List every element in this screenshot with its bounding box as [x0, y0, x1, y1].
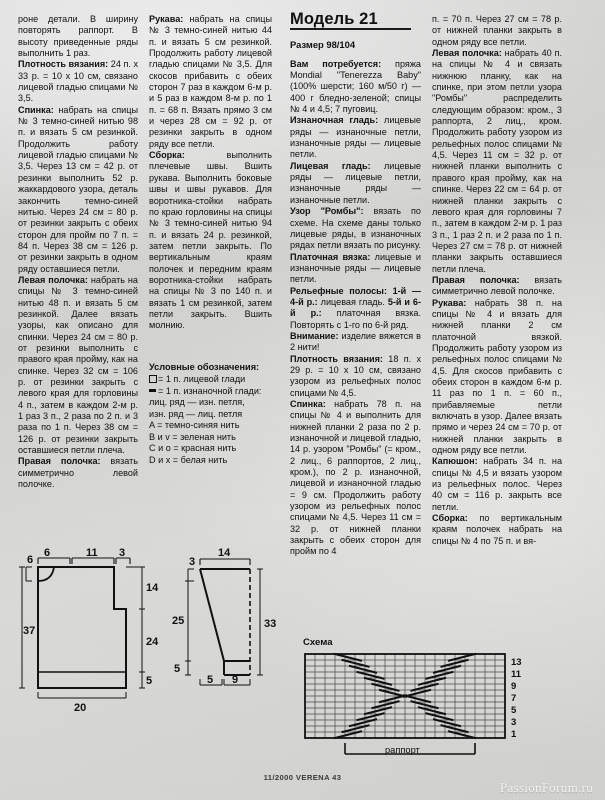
body-bottom-label-20: 20 [74, 702, 87, 714]
col3-purl-block [290, 115, 421, 160]
column-1 [18, 14, 138, 490]
legend-block [149, 362, 272, 467]
col3-purl-text: лицевые ряды — изнаночные петли, изнаночные ряды — лицевые петли. [290, 115, 421, 160]
col4-hood-text: набрать 34 п. на спицы № 4,5 и вязать узором из рельефных полос. Через 40 см = 116 р. закрыть все петли. [432, 456, 562, 512]
col1-right-front-heading: Правая полочка: [18, 456, 101, 467]
col3-attention-text: изделие вяжется в 2 нити! [290, 330, 421, 353]
col2-assembly-block [149, 150, 272, 332]
schema-row-label: 11 [511, 669, 522, 680]
col4-assembly-text: по вертикальным краям полочек набрать на спицы № 4 по 75 п. и вя- [432, 513, 562, 546]
col3-rhombus-block [290, 206, 421, 251]
col3-back-heading: Спинка: [290, 399, 326, 409]
col4-sleeves-text: набрать 38 п. на спицы № 4 и вязать для нижней планки 2 см платочной вязкой. Продолжить работу узором из рельефных полос спицами № 4,5. Для скосов прибавить с обеих сторон в каждом 6-м р. 11 раз по 1 п. = 60 п., прибавляемые петли включать в узор. Далее вязать прямо и через 24 см = 70 р. от нижней планки закрыть в одном ряду все петли. [432, 297, 562, 456]
col4-left-front-text: набрать 40 п. на спицы № 4 и связать нижнюю планку, как на спинке, при этом петли узора "Ромбы" распределить следующим образом: кром., 3 раппорта, 2 лиц., кром. Продолжить работу узором из рельефных полос спицами № 4,5. Через 11 см = 32 р. от нижней планки выполнить с правого края пройму, как на спинке. Через 22 см = 64 р. от нижней планки закрыть с левого края для горловины 7 п., затем в каждом 2-м р. 1 раз 3 п., 1 раз 2 п. и 2 раза по 1 п. Через 27 см = 78 р. от нижней планки закрыть оставшиеся петли плеча. [432, 48, 562, 274]
legend-title: Условные обозначения: [149, 361, 260, 372]
legend-row-knit [149, 374, 272, 386]
col4-paragraph-1: п. = 70 п. Через 27 см = 78 р. от нижней планки закрыть в одном ряду все петли. [432, 14, 562, 47]
page-footer: 11/2000 VERENA 43 [263, 773, 342, 782]
sleeve-left-label-3: 3 [189, 556, 196, 568]
col4-hood-heading: Капюшон: [432, 456, 478, 467]
col1-density-text: 24 п. х 33 р. = 10 х 10 см, связано лицевой гладью спицами № 3,5. [18, 59, 138, 104]
schema-chart [303, 637, 593, 762]
col3-back-text: набрать 78 п. на спицы № 4 и выполнить для нижней планки 2 раза по 2 р. изнаночной и лицевой гладью, 14 р. узором "Ромбы" (= кром., 2 лиц., 6 раппортов, 2 лиц., кром.), по 2 р. изнаночной, лицевой и изнаночной гладью = 9 см. Продолжить работу узором из рельефных полос спицами № 4,5. Через 11 см = 32 р. от нижней планки закрыть с обеих сторон для пройм по 4 [290, 399, 421, 557]
legend-purl-text: = 1 п. изнаночной глади: [158, 385, 262, 396]
sleeve-top-label-14: 14 [218, 548, 231, 559]
col3-relief-block [290, 286, 421, 331]
dash-icon [149, 389, 156, 391]
col3-purl-heading: Изнаночная гладь: [290, 115, 379, 126]
column-4 [432, 14, 562, 547]
col1-paragraph-1: роне детали. В ширину повторять раппорт. В высоту приведенные ряды выполнить 1 раз. [18, 14, 138, 59]
col3-rhombus-heading: Узор "Ромбы": [290, 206, 364, 217]
schema-row-label: 9 [511, 681, 517, 692]
col3-density-heading: Плотность вязания: [290, 353, 383, 364]
legend-row-a: A = темно-синяя нить [149, 420, 240, 431]
col1-back-heading: Спинка: [18, 104, 54, 115]
col1-right-front-text: вязать симметрично левой полочке. [18, 456, 138, 490]
col3-garter-text: лицевые и изнаночные ряды — лицевые петли. [290, 251, 421, 285]
sleeve-left-label-5: 5 [174, 663, 181, 675]
legend-row-purl [149, 386, 272, 398]
legend-row-b: B и v = зеленая нить [149, 431, 236, 442]
page-title: Модель 21 [290, 14, 411, 30]
col3-materials-text: пряжа Mondial "Tenerezza Baby" (100% шерсти; 160 м/50 г) — 400 г бледно-зеленой; спицы № 4 и 4,5; 7 пуговиц. [290, 58, 421, 115]
sleeve-right-label-33: 33 [264, 618, 277, 630]
col4-left-front-heading: Левая полочка: [432, 48, 502, 59]
col1-back-block [18, 105, 138, 275]
col4-hood-block [432, 456, 562, 513]
col3-materials-block [290, 59, 421, 116]
col4-right-front-heading: Правая полочка: [432, 274, 520, 285]
col4-assembly-block [432, 513, 562, 547]
col4-assembly-heading: Сборка: [432, 513, 468, 524]
col3-density-text: 18 п. х 29 р. = 10 х 10 см, связано узором из рельефных полос спицами № 4,5. [290, 353, 421, 398]
column-3 [290, 10, 422, 558]
body-piece-diagram [18, 548, 163, 733]
col1-left-front-heading: Левая полочка: [18, 274, 88, 285]
schema-row-label: 1 [511, 729, 517, 740]
square-icon [149, 375, 157, 383]
body-left-label-6: 6 [27, 554, 34, 566]
body-right-label-14: 14 [146, 582, 159, 594]
body-top-label-6: 6 [44, 548, 51, 559]
schema-row-label: 5 [511, 705, 517, 716]
col2-assembly-text: выполнить плечевые швы. Вшить рукава. Выполнить боковые швы и швы рукавов. Для воротника-стойки набрать по краю горловины на спицы № 3 темно-синей нитью 94 п. и вязать 24 р. резинкой, затем петли закрыть. По вертикальным краям полочек и передним краям воротника-стойки набрать на спицы № 3 по 140 п. и вязать 1 см резинкой, затем петли закрыть. Вшить молнию. [149, 150, 272, 331]
sleeve-left-label-25: 25 [172, 615, 185, 627]
sleeve-piece-diagram [168, 548, 298, 733]
body-top-label-11: 11 [86, 548, 98, 559]
col3-rhombus-text: вязать по схеме. На схеме даны только лицевые ряды, в изнаночных рядах петли вязать по рисунку. [290, 206, 421, 251]
col2-sleeves-text: набрать на спицы № 3 темно-синей нитью 44 п. и вязать 5 см резинкой. Продолжить работу лицевой гладью спицами № 3,5. Для скосов прибавить с обеих сторон 7 раз в каждом 6-м р. и 5 раз в каждом 8-м р. по 1 п. = 68 п. Вязать прямо 3 см и через 28 см = 92 р. от резинки закрыть в одном ряду все петли. [149, 14, 272, 149]
column-2 [149, 14, 272, 466]
body-right-label-5: 5 [146, 675, 153, 687]
col3-density-block [290, 354, 421, 399]
watermark: PassionForum.ru [500, 780, 593, 795]
col1-back-text: набрать на спицы № 3 темно-синей нитью 98 п. и вязать 5 см резинкой. Продолжить работу лицевой гладью спицами № 3,5. Через 13 см = 42 р. от резинки выполнить 52 р. жаккардового узора, деталь закончить темно-синей нитью. Через 24 см = 80 р. от резинки закрыть с обеих сторон для пройм по 7 п. = 84 п. Через 38 см = 126 р. от резинки закрыть в одном ряду оставшиеся петли. [18, 104, 138, 274]
col4-sleeves-block [432, 298, 562, 457]
legend-row-d: D и x = белая нить [149, 454, 228, 465]
col2-sleeves-block [149, 14, 272, 150]
body-top-label-3: 3 [119, 548, 126, 559]
col4-left-front-block [432, 48, 562, 275]
col3-attention-heading: Внимание: [290, 330, 339, 341]
col3-knit-heading: Лицевая гладь: [290, 160, 371, 171]
col1-density-heading: Плотность вязания: [18, 59, 109, 70]
col3-garter-block [290, 252, 421, 286]
sleeve-bottom-label-5: 5 [207, 674, 214, 686]
schema-grid [303, 652, 593, 757]
schema-row-label: 3 [511, 717, 517, 728]
col1-density-block [18, 59, 138, 104]
legend-row-purl-3: изн. ряд — лиц. петля [149, 408, 243, 419]
col3-knit-block [290, 161, 421, 206]
body-right-label-24: 24 [146, 636, 159, 648]
col3-relief-heading-b: 5-й и 6-й р.: [290, 296, 422, 319]
col3-relief-text: лицевая гладь. [317, 296, 388, 307]
col1-left-front-block [18, 275, 138, 457]
col3-relief-text-b: платочная вязка. Повторять с 1-го по 6-й ряд. [290, 308, 421, 330]
col4-right-front-block [432, 275, 562, 298]
size-label: Размер 98/104 [290, 39, 356, 51]
rapport-label: раппорт [385, 745, 420, 755]
col4-sleeves-heading: Рукава: [432, 297, 467, 308]
col1-right-front-block [18, 456, 138, 490]
col1-left-front-text: набрать на спицы № 3 темно-синей нитью 48 п. и вязать 5 см резинкой. Далее вязать узоры, как описано для спинки. Через 24 см = 80 р. от резинки выполнить с правого края пройму, как на спинке. Через 32 см = 106 р. от резинки закрыть с левого края для горловины 4 п., затем в каждом 2-м р. 1 раз 3 п., 2 раза по 2 п. и 3 раза по 1 п. Через 38 см = 126 р. от резинки закрыть оставшиеся петли плеча. [18, 274, 138, 456]
schema-row-label: 7 [511, 693, 517, 704]
col3-relief-heading: Рельефные полосы: 1-й — 4-й р.: [290, 285, 421, 307]
schema-title: Схема [303, 637, 333, 648]
col3-knit-text: лицевые ряды — лицевые петли, изнаночные ряды — изнаночные петли. [290, 160, 421, 205]
col3-attention-block [290, 331, 421, 354]
col4-right-front-text: вязать симметрично левой полочке. [432, 274, 562, 297]
body-left-label-37: 37 [23, 625, 36, 637]
col2-sleeves-heading: Рукава: [149, 14, 184, 24]
col2-assembly-heading: Сборка: [149, 150, 185, 161]
col3-materials-heading: Вам потребуется: [290, 58, 382, 69]
legend-row-purl-2: лиц. ряд — изн. петля, [149, 397, 245, 408]
schema-row-label: 13 [511, 657, 522, 668]
col3-back-block [290, 399, 421, 558]
sleeve-bottom-label-9: 9 [232, 674, 239, 686]
article-columns [0, 10, 605, 634]
legend-row-c: C и o = красная нить [149, 443, 237, 454]
col3-garter-heading: Платочная вязка: [290, 251, 371, 262]
legend-knit-text: = 1 п. лицевой глади [158, 374, 246, 385]
